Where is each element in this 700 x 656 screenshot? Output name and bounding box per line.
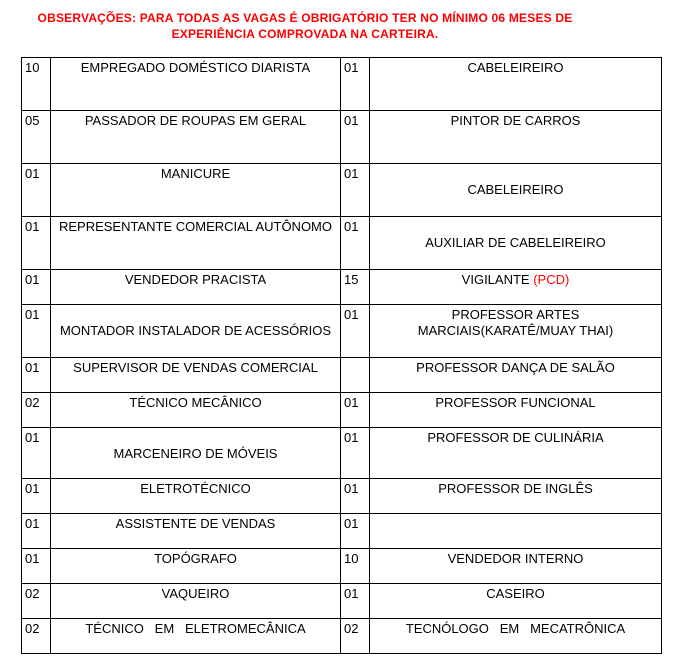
quantity-cell: 01: [22, 514, 51, 549]
table-row: [22, 619, 662, 654]
job-title-cell: VAQUEIRO: [51, 584, 341, 619]
job-title-cell: TECNÓLOGO EM MECATRÔNICA: [370, 619, 662, 654]
quantity-cell: 01: [22, 164, 51, 217]
job-title-line-2: MARCIAIS(KARATÊ/MUAY THAI): [417, 323, 614, 338]
job-title-line-1: PROFESSOR ARTES: [451, 307, 580, 322]
quantity-cell: 01: [341, 479, 370, 514]
table-row: [22, 58, 662, 111]
quantity-cell: 01: [22, 479, 51, 514]
job-title-cell: MONTADOR INSTALADOR DE ACESSÓRIOS: [51, 305, 341, 358]
quantity-cell: 01: [341, 428, 370, 479]
job-title-cell: [370, 514, 662, 549]
job-title-cell: TÉCNICO EM ELETROMECÂNICA: [51, 619, 341, 654]
quantity-cell: 15: [341, 270, 370, 305]
table-row: [22, 428, 662, 479]
job-title-cell: SUPERVISOR DE VENDAS COMERCIAL: [51, 358, 341, 393]
job-title-cell: REPRESENTANTE COMERCIAL AUTÔNOMO: [51, 217, 341, 270]
table-row: [22, 549, 662, 584]
pcd-label: (PCD): [533, 272, 570, 287]
table-row: [22, 479, 662, 514]
quantity-cell: 01: [22, 217, 51, 270]
quantity-cell: [341, 358, 370, 393]
table-row: [22, 305, 662, 358]
quantity-cell: 02: [22, 619, 51, 654]
job-title-cell: VENDEDOR INTERNO: [370, 549, 662, 584]
job-title-cell: [370, 270, 662, 305]
quantity-cell: 05: [22, 111, 51, 164]
job-title-cell: PROFESSOR DE INGLÊS: [370, 479, 662, 514]
quantity-cell: 01: [341, 111, 370, 164]
table-row: [22, 584, 662, 619]
quantity-cell: 10: [22, 58, 51, 111]
table-row: [22, 164, 662, 217]
notice-line-1: OBSERVAÇÕES: PARA TODAS AS VAGAS É OBRIGATÓRIO TER NO MÍNIMO 06 MESES DE: [37, 11, 573, 25]
table-row: [22, 270, 662, 305]
job-title-cell: ELETROTÉCNICO: [51, 479, 341, 514]
job-title-text: VIGILANTE: [461, 272, 530, 287]
job-title-cell: PROFESSOR DANÇA DE SALÃO: [370, 358, 662, 393]
quantity-cell: 01: [22, 305, 51, 358]
quantity-cell: 01: [22, 549, 51, 584]
job-title-cell: EMPREGADO DOMÉSTICO DIARISTA: [51, 58, 341, 111]
job-title-cell: TÉCNICO MECÂNICO: [51, 393, 341, 428]
quantity-cell: 02: [22, 584, 51, 619]
table-row: [22, 111, 662, 164]
quantity-cell: 01: [22, 428, 51, 479]
quantity-cell: 01: [341, 305, 370, 358]
table-row: [22, 217, 662, 270]
job-title-cell: TOPÓGRAFO: [51, 549, 341, 584]
notice-line-2: EXPERIÊNCIA COMPROVADA NA CARTEIRA.: [171, 27, 439, 41]
quantity-cell: 01: [341, 393, 370, 428]
quantity-cell: 01: [341, 514, 370, 549]
table-row: [22, 393, 662, 428]
quantity-cell: 02: [22, 393, 51, 428]
job-title-cell: ASSISTENTE DE VENDAS: [51, 514, 341, 549]
job-title-cell: CABELEIREIRO: [370, 164, 662, 217]
job-title-cell: MANICURE: [51, 164, 341, 217]
job-title-cell: CABELEIREIRO: [370, 58, 662, 111]
quantity-cell: 02: [341, 619, 370, 654]
jobs-table: [21, 57, 662, 654]
quantity-cell: 01: [341, 58, 370, 111]
quantity-cell: 10: [341, 549, 370, 584]
quantity-cell: 01: [341, 164, 370, 217]
job-title-cell: PROFESSOR DE CULINÁRIA: [370, 428, 662, 479]
quantity-cell: 01: [22, 270, 51, 305]
job-title-cell: MARCENEIRO DE MÓVEIS: [51, 428, 341, 479]
notice-text: [0, 10, 610, 42]
quantity-cell: 01: [22, 358, 51, 393]
table-row: [22, 358, 662, 393]
quantity-cell: 01: [341, 217, 370, 270]
job-title-cell: PINTOR DE CARROS: [370, 111, 662, 164]
table-row: [22, 514, 662, 549]
job-title-cell: PASSADOR DE ROUPAS EM GERAL: [51, 111, 341, 164]
quantity-cell: 01: [341, 584, 370, 619]
job-title-cell: [370, 305, 662, 358]
job-title-cell: CASEIRO: [370, 584, 662, 619]
job-title-cell: VENDEDOR PRACISTA: [51, 270, 341, 305]
job-title-cell: AUXILIAR DE CABELEIREIRO: [370, 217, 662, 270]
job-title-cell: PROFESSOR FUNCIONAL: [370, 393, 662, 428]
